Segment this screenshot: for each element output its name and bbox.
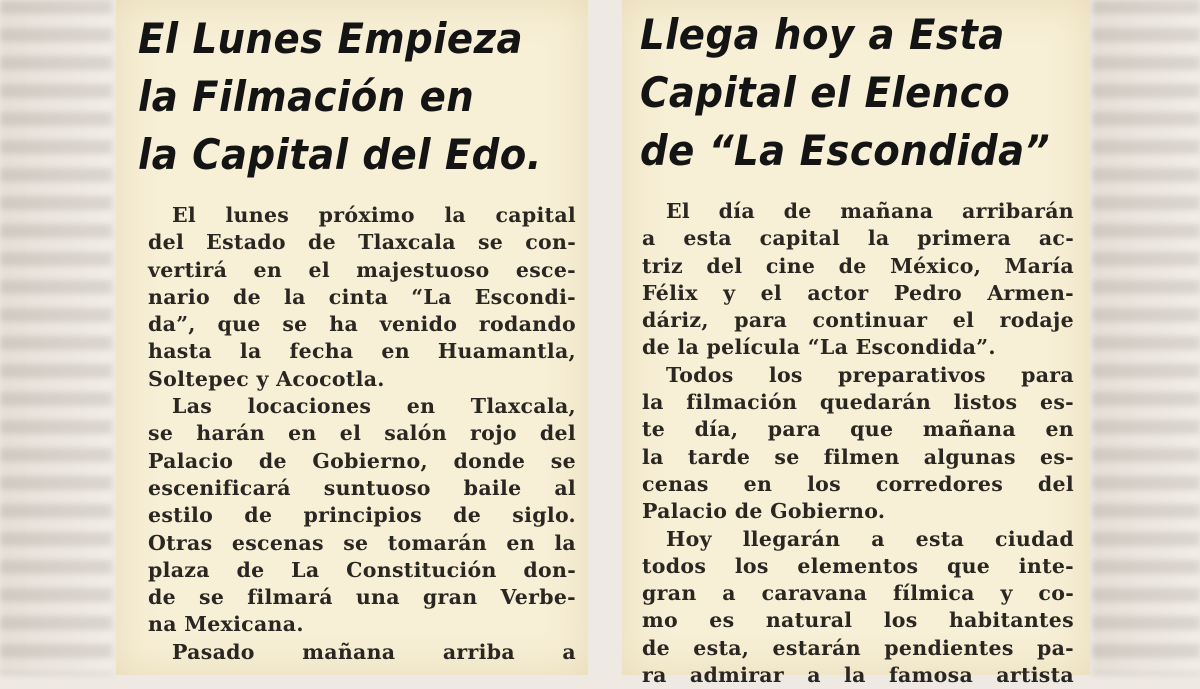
body-line: Palacio de Gobierno. <box>642 499 886 524</box>
body-line: se harán en el salón rojo del <box>148 421 576 446</box>
body-line: de la película “La Escondida”. <box>642 335 996 360</box>
headline-line: Llega hoy a Esta <box>640 10 1005 59</box>
article-body-left <box>148 202 576 666</box>
body-line: Pasado mañana arriba a <box>172 639 576 664</box>
headline-line: El Lunes Empieza <box>138 14 524 63</box>
body-line: Palacio de Gobierno, donde se <box>148 448 576 473</box>
blurred-background-left <box>0 0 112 675</box>
body-line: Otras escenas se tomarán en la <box>148 530 576 555</box>
headline-line: Capital el Elenco <box>640 68 1011 117</box>
body-line: hasta la fecha en Huamantla, <box>148 339 576 364</box>
body-line: da”, que se ha venido rodando <box>148 312 576 337</box>
body-line: El lunes próximo la capital <box>172 203 576 227</box>
body-line: triz del cine de México, María <box>642 253 1074 278</box>
body-line: plaza de La Constitución don- <box>148 557 576 582</box>
body-line: cenas en los corredores del <box>642 471 1074 496</box>
body-line: nario de la cinta “La Escondi- <box>148 284 576 309</box>
body-line: ra admirar a la famosa artista <box>642 663 1074 688</box>
newspaper-clipping-right <box>622 0 1090 688</box>
headline-left <box>138 10 542 184</box>
body-line: gran a caravana fílmica y co- <box>642 581 1074 606</box>
body-line: Todos los preparativos para <box>666 362 1074 387</box>
body-line: escenificará suntuoso baile al <box>148 475 576 500</box>
body-line: de se filmará una gran Verbe- <box>148 585 576 610</box>
body-line: la tarde se filmen algunas es- <box>642 444 1074 469</box>
body-line: estilo de principios de siglo. <box>148 503 576 528</box>
body-line: Soltepec y Acocotla. <box>148 366 385 391</box>
body-line: dáriz, para continuar el rodaje <box>642 308 1074 333</box>
headline-right <box>640 6 1050 180</box>
body-line: la filmación quedarán listos es- <box>642 390 1074 415</box>
headline-line: de “La Escondida” <box>640 126 1051 175</box>
body-line: El día de mañana arribarán <box>666 199 1074 223</box>
body-line: del Estado de Tlaxcala se con- <box>148 230 576 255</box>
article-body-right <box>642 198 1074 689</box>
body-line: de esta, estarán pendientes pa- <box>642 635 1074 660</box>
body-line: Félix y el actor Pedro Armen- <box>642 280 1074 305</box>
body-line: te día, para que mañana en <box>642 417 1074 442</box>
body-line: Las locaciones en Tlaxcala, <box>172 394 576 419</box>
body-line: na Mexicana. <box>148 612 304 637</box>
body-line: a esta capital la primera ac- <box>642 226 1074 251</box>
body-line: Hoy llegarán a esta ciudad <box>666 526 1074 551</box>
headline-line: la Filmación en <box>138 72 475 121</box>
body-line: mo es natural los habitantes <box>642 608 1074 633</box>
newspaper-clipping-left <box>116 0 588 675</box>
headline-line: la Capital del Edo. <box>138 130 542 179</box>
blurred-background-right <box>1092 0 1200 675</box>
body-line: todos los elementos que inte- <box>642 553 1074 578</box>
body-line: vertirá en el majestuoso esce- <box>148 257 576 282</box>
